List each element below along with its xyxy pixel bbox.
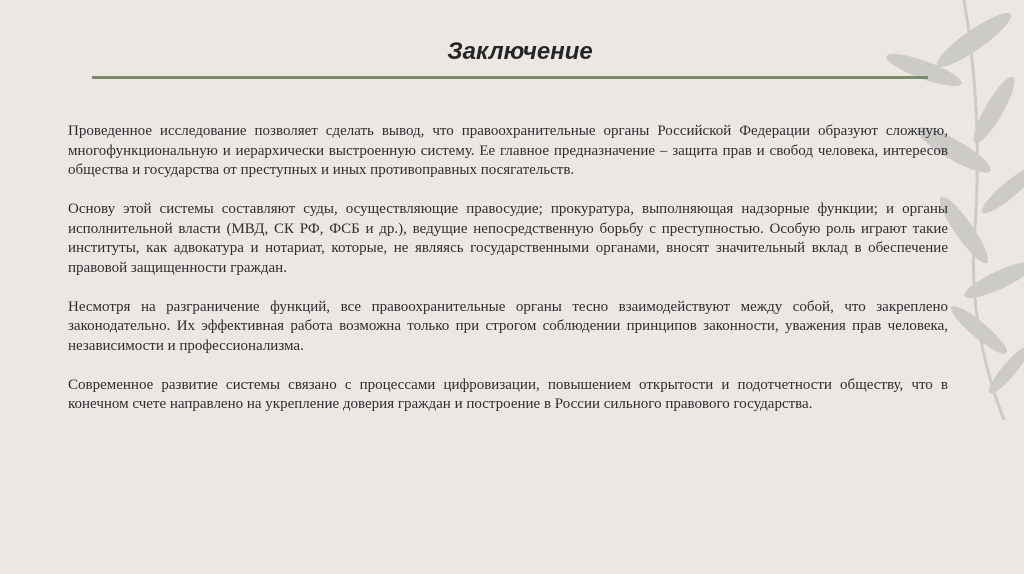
paragraph-1: Проведенное исследование позволяет сделать вывод, что правоохранительные органы Российской Федерации образуют сложную, многофункциональную и иерархически выстроенную систему. Ее главное предназначение – защита прав и свобод человека, интересов общества и государства от преступных и иных противоправных посягательств. xyxy=(68,123,948,178)
title-divider xyxy=(92,76,928,79)
paragraph-4: Современное развитие системы связано с процессами цифровизации, повышением открытости и подотчетности обществу, что в конечном счете направлено на укрепление доверия граждан и построение в России сильного правового государства. xyxy=(68,376,948,412)
slide-title: Заключение xyxy=(447,38,593,65)
paragraph-3: Несмотря на разграничение функций, все правоохранительные органы тесно взаимодействуют между собой, что закреплено законодательно. Их эффективная работа возможна только при строгом соблюдении принципов законности, уважения прав человека, независимости и профессионализма. xyxy=(68,298,948,354)
slide-body xyxy=(68,122,948,434)
paragraph-2: Основу этой системы составляют суды, осуществляющие правосудие; прокуратура, выполняющая надзорные функции; и органы исполнительной власти (МВД, СК РФ, ФСБ и др.), ведущие непосредственную борьбу с преступностью. Особую роль играют такие институты, как адвокатура и нотариат, которые, не являясь государственными органами, вносят значительный вклад в обеспечение правовой защищенности граждан. xyxy=(68,201,948,276)
